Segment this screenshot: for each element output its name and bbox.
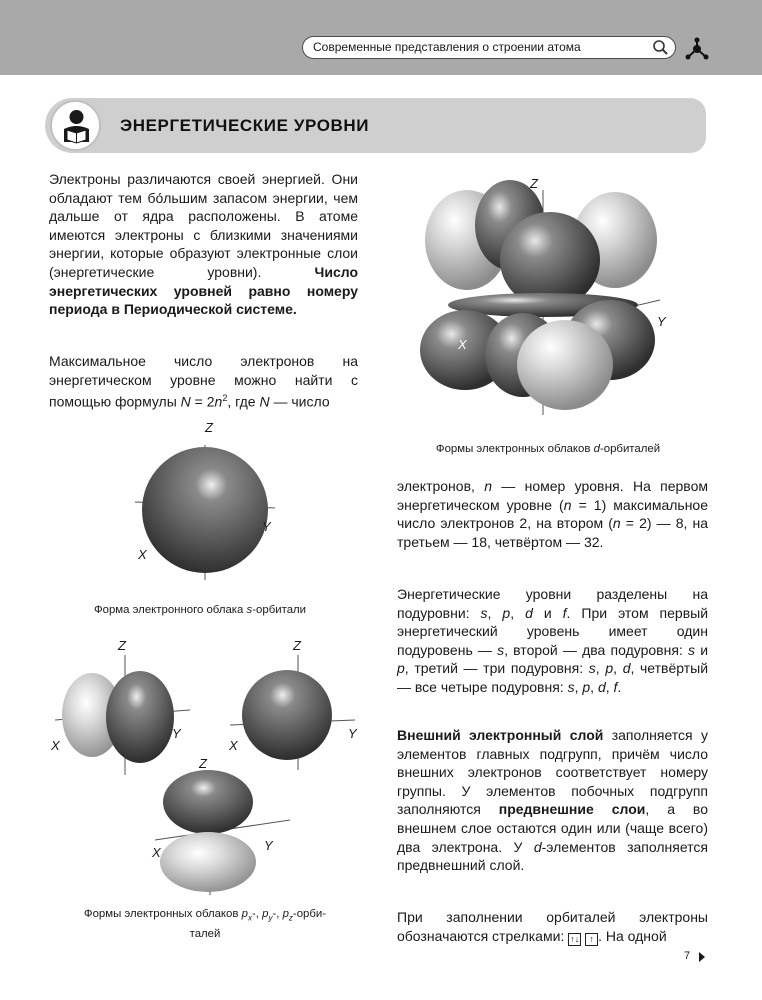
pz-axis-z: Z: [199, 756, 207, 771]
caption-sep-1: -,: [251, 908, 259, 920]
levels-text-c: = 1) максимальное число электронов 2, на втором (: [397, 496, 708, 532]
formula-where: , где: [227, 393, 256, 410]
page-number: 7: [684, 950, 691, 962]
sub-d-4: d: [533, 838, 542, 855]
formula-number: — число: [269, 393, 330, 410]
sep-4: ,: [613, 660, 618, 677]
intro-bold-text: Число энергетических уровней равно номеру периода в Периодической системе.: [49, 263, 359, 318]
formula-intro: Максимальное число электронов на энергетическом уровне можно найти с помощью формулы: [49, 353, 358, 410]
sep-6: ,: [590, 678, 595, 695]
search-box[interactable]: [302, 36, 676, 59]
sub-d-1: d: [525, 604, 533, 621]
d-axis-y: Y: [657, 314, 666, 329]
s-sphere: [142, 447, 268, 573]
px-axis-y: Y: [172, 726, 181, 741]
magnifier-icon[interactable]: [652, 39, 669, 56]
sub-s-1: s: [480, 604, 488, 621]
outer-layer-text-c: -элементов заполняется предвнешний слой.: [397, 838, 708, 874]
outer-layer-text-a: заполняется у элементов главных подгрупп, причём число внешних электронов соответствует номеру группы. У элементов побочных подгрупп заполняются: [397, 727, 708, 818]
sep-1: ,: [487, 604, 492, 621]
sub-s-5: s: [567, 678, 575, 695]
caption-py: p: [262, 908, 269, 920]
paragraph-intro: [49, 170, 358, 319]
formula-exponent: 2: [222, 393, 228, 404]
levels-n-2: n: [563, 496, 572, 513]
levels-text-d: = 2) — 8, на третьем — 18, четвёртом — 32.: [397, 515, 708, 550]
outer-layer-bold: Внешний электронный слой: [397, 727, 604, 743]
search-text: Современные представления о строении атома: [313, 40, 581, 54]
px-lobe-dark: [106, 671, 174, 763]
d-orbitals-figure: [405, 170, 675, 420]
sub-f-2: f: [613, 678, 618, 695]
caption-p-end: -орби-: [292, 908, 327, 920]
py-axis-y: Y: [348, 726, 357, 741]
caption-p-text: Формы электронных облаков: [83, 908, 239, 920]
caption-px: p: [241, 908, 248, 920]
p-orbitals-figure: [50, 640, 360, 905]
formula-eq: = 2: [190, 393, 215, 410]
arrows-text-a: При заполнении орбиталей электроны обозначаются стрелками:: [397, 909, 708, 944]
reading-person-icon: [50, 100, 101, 151]
sublevels-text-c: , второй — два подуровня:: [504, 641, 683, 658]
paragraph-arrows: [397, 908, 708, 946]
intro-text: Электроны различаются своей энергией. Они обладают тем бо́льшим запасом энергии, чем дальше от ядра расположены. В атоме имеются электроны с близкими значениями энергии, которые образуют электронные слои (энергетические уровни).: [49, 171, 358, 280]
pz-lobe-dark: [163, 770, 253, 834]
formula-N: N: [180, 393, 191, 410]
py-lobe: [242, 670, 332, 760]
s-axis-z: Z: [205, 420, 213, 435]
sub-f-1: f: [562, 604, 567, 621]
sep-5: ,: [574, 678, 579, 695]
paragraph-levels: [397, 477, 708, 551]
caption-pz: p: [282, 908, 289, 920]
caption-d-end: -орбиталей: [599, 443, 661, 455]
sublevels-text-d: , третий — три подуровня:: [404, 660, 584, 677]
arrow-single-icon: ↑: [585, 933, 598, 946]
sep-2: ,: [510, 604, 515, 621]
and-2: и: [700, 641, 709, 658]
caption-px-sub: x: [247, 913, 252, 923]
s-axis-y: Y: [262, 519, 271, 534]
levels-n-3: n: [612, 515, 621, 532]
py-axis-z: Z: [293, 638, 301, 653]
sub-p-3: p: [605, 660, 614, 677]
caption-s-end: -орбитали: [252, 604, 307, 616]
sub-s-4: s: [588, 660, 596, 677]
px-axis-x: X: [51, 738, 60, 753]
caption-py-sub: y: [268, 913, 273, 923]
outer-layer-text-b: , а во внешнем слое остаются один или (чаще всего) два электрона. У: [397, 801, 708, 855]
sublevels-end: .: [617, 678, 622, 695]
caption-p-end2: талей: [189, 928, 221, 941]
sub-p-2: p: [397, 660, 405, 677]
pz-axis-y: Y: [264, 838, 273, 853]
caption-pz-sub: z: [288, 913, 293, 923]
symbol-N: N: [259, 393, 270, 410]
d-lobe-lower-front: [517, 320, 613, 410]
caption-s-var: s: [246, 604, 253, 616]
sub-s-2: s: [497, 641, 505, 658]
caption-sep-2: -,: [272, 908, 280, 920]
sub-s-3: s: [688, 641, 695, 658]
section-title: ЭНЕРГЕТИЧЕСКИЕ УРОВНИ: [120, 116, 370, 135]
sub-d-2: d: [622, 660, 631, 677]
px-axis-z: Z: [118, 638, 126, 653]
arrow-pair-icon: ↑↓: [570, 933, 580, 944]
sep-7: ,: [605, 678, 610, 695]
sep-3: ,: [595, 660, 600, 677]
s-axis-x: X: [138, 547, 147, 562]
and-1: и: [543, 604, 552, 621]
paragraph-formula: [49, 352, 358, 411]
pz-axis-x: X: [152, 845, 161, 860]
levels-text-a: электронов,: [397, 478, 475, 494]
d-axis-x: X: [458, 337, 467, 352]
formula-n: n: [214, 393, 223, 410]
caption-d-var: d: [593, 443, 600, 455]
arrows-text-b: . На одной: [598, 927, 667, 944]
levels-n-1: n: [484, 478, 492, 494]
sub-p-4: p: [582, 678, 591, 695]
paragraph-sublevels: [397, 585, 708, 697]
sub-d-3: d: [597, 678, 606, 695]
pz-lobe-light: [160, 832, 256, 892]
caption-d-orbitals: [398, 441, 698, 457]
caption-d-text: Формы электронных облаков: [435, 443, 591, 455]
caption-s-text: Форма электронного облака: [93, 604, 244, 616]
caption-p-orbitals: [50, 906, 360, 942]
py-axis-x: X: [229, 738, 238, 753]
sublevels-text-e: , четвёртый — все четыре подуровня:: [397, 660, 709, 695]
sublevels-text-a: Энергетические уровни разделены на подуровни:: [397, 586, 708, 621]
next-page-icon[interactable]: [699, 952, 705, 962]
sub-p-1: p: [502, 604, 511, 621]
pre-outer-bold: предвнешние слои: [498, 801, 646, 818]
levels-text-b: — номер уровня. На первом энергетическом уровне (: [397, 478, 708, 513]
sublevels-text-b: . При этом первый энергетический уровень имеет один подуровень —: [397, 604, 709, 658]
molecule-icon: [684, 37, 710, 61]
caption-s-orbital: [50, 602, 350, 618]
d-axis-z: Z: [530, 176, 538, 191]
paragraph-outer-layer: [397, 726, 708, 875]
